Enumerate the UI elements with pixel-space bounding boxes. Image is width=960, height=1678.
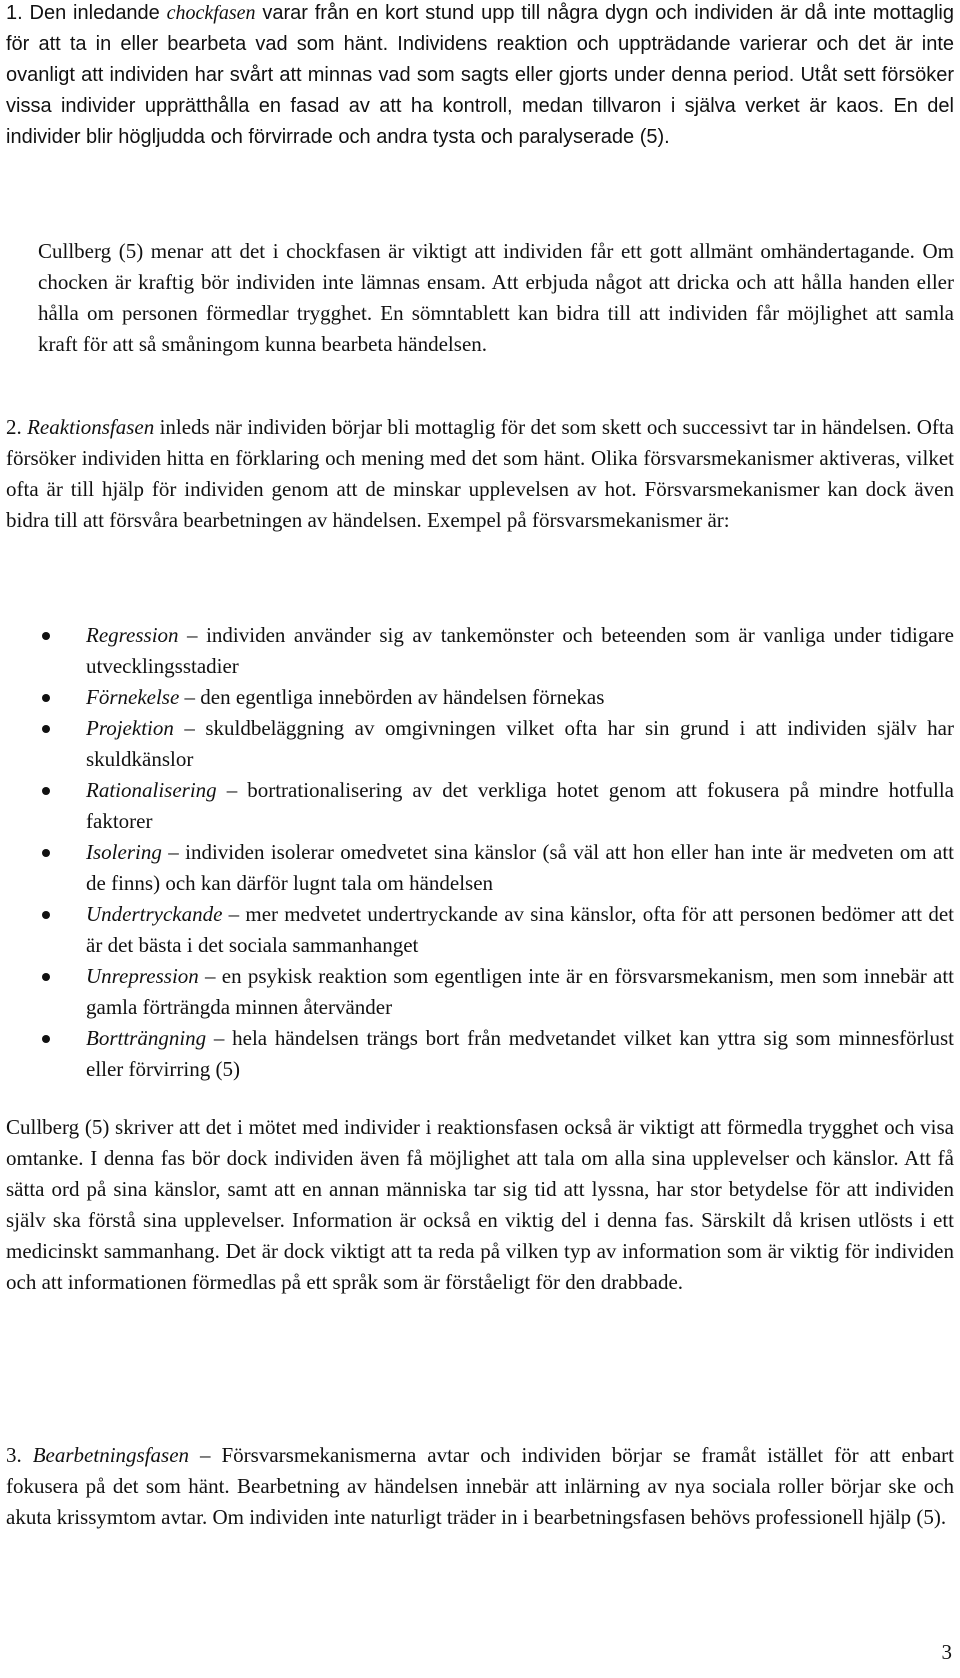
- list-item: [38, 682, 954, 713]
- bullet-text: – individen använder sig av tankemönster och beteenden som är vanliga under tidigare utvecklingsstadier: [86, 623, 954, 678]
- bullet-icon: [42, 849, 50, 857]
- bullet-text: – bortrationalisering av det verkliga hotet genom att fokusera på mindre hotfulla faktorer: [86, 778, 954, 833]
- list-item: [38, 713, 954, 775]
- bullet-text: – en psykisk reaktion som egentligen inte är en försvarsmekanism, men som innebär att gamla förträngda minnen återvänder: [86, 964, 954, 1019]
- bullet-icon: [42, 632, 50, 640]
- bullet-icon: [42, 973, 50, 981]
- bullet-icon: [42, 911, 50, 919]
- section-3-term: Bearbetningsfasen: [32, 1443, 190, 1467]
- bullet-icon: [42, 787, 50, 795]
- section-3-number: 3.: [6, 1443, 22, 1467]
- section-3-text: – Försvarsmekanismerna avtar och individen börjar se framåt istället för att enbart fokusera på det som hänt. Bearbetning av händelsen innebär att inlärning av nya sociala roller börjar ske och akuta krissymtom avtar. Om individen inte naturligt träder in i bearbetningsfasen behövs professionell hjälp (5).: [6, 1443, 955, 1529]
- section-2-text: inleds när individen börjar bli mottaglig för det som skett och successivt tar in händelsen. Ofta försöker individen hitta en förklaring och mening med det som hänt. Olika försvarsmekanismer aktiveras, vilket ofta är till hjälp för individen genom att de minskar upplevelsen av hot. Försvarsmekanismer kan dock även bidra till att försvåra bearbetningen av händelsen. Exempel på försvarsmekanismer är:: [6, 415, 955, 532]
- bullet-text: – individen isolerar omedvetet sina känslor (så väl att hon eller han inte är medveten om att de finns) och kan därför lugnt tala om händelsen: [86, 840, 954, 895]
- bullet-term: Rationalisering: [86, 778, 217, 802]
- bullet-term: Bortträngning: [86, 1026, 207, 1050]
- section-1-number: 1.: [6, 2, 23, 24]
- section-2-paragraph: [6, 412, 954, 536]
- section-1-text: varar från en kort stund upp till några dygn och individen är då inte mottaglig för att ta in eller bearbeta vad som hänt. Individens reaktion och uppträdande varierar och det är inte ovanligt att individen har svårt att minnas vad som sagts eller gjorts under denna period. Utåt sett försöker vissa individer upprätthålla en fasad av att ha kontroll, medan tillvaron i själva verket är kaos. En del individer blir högljudda och förvirrade och andra tysta och paralyserade (5).: [6, 2, 954, 148]
- list-item: [38, 620, 954, 682]
- bullet-term: Undertryckande: [86, 902, 223, 926]
- section-1-paragraph-2: Cullberg (5) menar att det i chockfasen är viktigt att individen får ett gott allmänt omhändertagande. Om chocken är kraftig bör individen inte lämnas ensam. Att erbjuda något att dricka och att hålla handen eller hålla om personen förmedlar trygghet. En sömntablett kan bidra till att individen får möjlighet att samla kraft för att så småningom kunna bearbeta händelsen.: [38, 239, 954, 356]
- bullet-term: Förnekelse: [86, 685, 180, 709]
- defense-mechanism-list: [38, 620, 954, 1085]
- section-1-term: chockfasen: [166, 2, 256, 24]
- bullet-text: – skuldbeläggning av omgivningen vilket ofta har sin grund i att individen själv har skuldkänslor: [86, 716, 954, 771]
- section-2-term: Reaktionsfasen: [27, 415, 155, 439]
- bullet-icon: [42, 1035, 50, 1043]
- bullet-term: Regression: [86, 623, 179, 647]
- bullet-term: Projektion: [86, 716, 174, 740]
- section-3-paragraph: [6, 1440, 954, 1533]
- bullet-term: Unrepression: [86, 964, 199, 988]
- bullet-text: – den egentliga innebörden av händelsen förnekas: [179, 685, 605, 709]
- bullet-text: – hela händelsen trängs bort från medvetandet vilket kan yttra sig som minnesförlust eller förvirring (5): [86, 1026, 954, 1081]
- bullet-icon: [42, 725, 50, 733]
- list-item: [38, 961, 954, 1023]
- list-item: [38, 899, 954, 961]
- bullet-icon: [42, 694, 50, 702]
- section-1-paragraph: [6, 0, 954, 153]
- bullet-term: Isolering: [86, 840, 162, 864]
- section-1-lead: Den inledande: [29, 2, 167, 24]
- list-item: [38, 775, 954, 837]
- bullet-text: – mer medvetet undertryckande av sina känslor, ofta för att personen bedömer att det är det bästa i det sociala sammanhanget: [86, 902, 954, 957]
- page-number: 3: [941, 1640, 952, 1664]
- section-2-number: 2.: [6, 415, 22, 439]
- list-item: [38, 837, 954, 899]
- section-2-paragraph-2: Cullberg (5) skriver att det i mötet med individer i reaktionsfasen också är viktigt att förmedla trygghet och visa omtanke. I denna fas bör dock individen även få möjlighet att tala om alla sina upplevelser och känslor. Att få sätta ord på sina känslor, samt att en annan människa tar sig tid att lyssna, har stor betydelse för att individen själv ska förstå sina upplevelser. Information är också en viktig del i denna fas. Särskilt då krisen utlösts i ett medicinskt sammanhang. Det är dock viktigt att ta reda på vilken typ av information som är viktig för individen och att informationen förmedlas på ett språk som är förståeligt för den drabbade.: [6, 1115, 954, 1294]
- list-item: [38, 1023, 954, 1085]
